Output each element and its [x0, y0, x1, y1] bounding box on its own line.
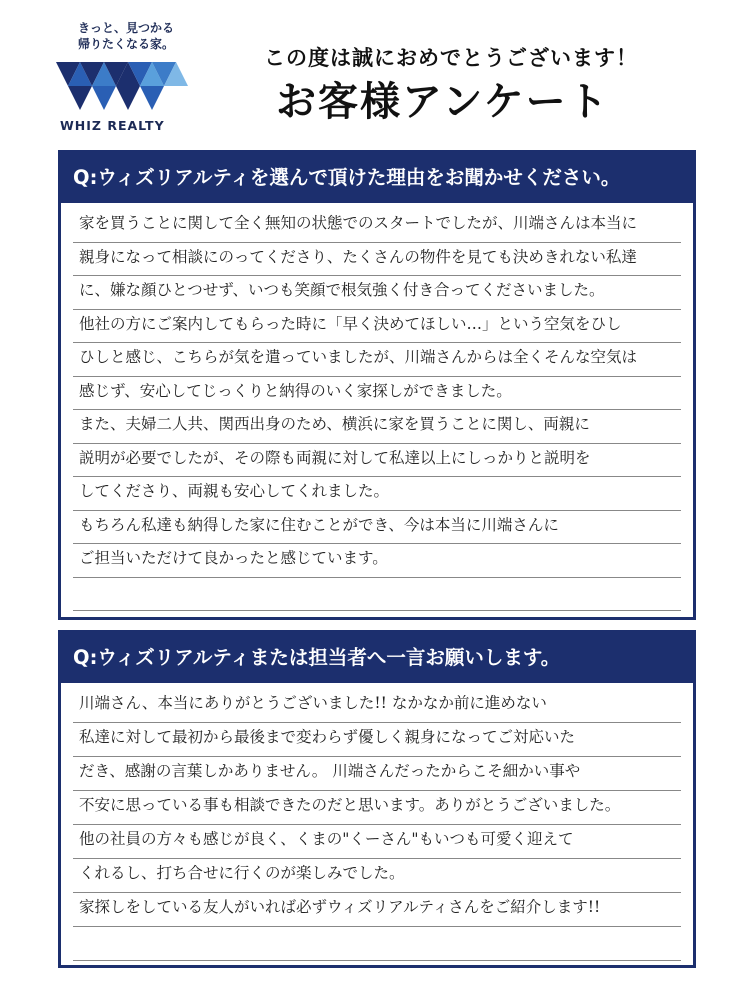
answer-line: 家を買うことに関して全く無知の状態でのスタートでしたが、川端さんは本当に [73, 209, 681, 243]
question-heading: Q:ウィズリアルティまたは担当者へ一言お願いします。 [61, 633, 693, 683]
congrats-heading: この度は誠におめでとうございます！ [264, 46, 638, 70]
answer-line: 家探しをしている友人がいれば必ずウィズリアルティさんをご紹介します!! [73, 893, 681, 927]
question-panel-1 [58, 150, 696, 620]
logo-tagline: きっと、見つかる 帰りたくなる家。 [78, 21, 175, 51]
answer-lines [61, 683, 693, 961]
answer-line: してくださり、両親も安心してくれました。 [73, 477, 681, 511]
answer-line: くれるし、打ち合せに行くのが楽しみでした。 [73, 859, 681, 893]
answer-line [73, 927, 681, 961]
answer-line: もちろん私達も納得した家に住むことができ、今は本当に川端さんに [73, 511, 681, 545]
question-heading: Q:ウィズリアルティを選んで頂けた理由をお聞かせください。 [61, 153, 693, 203]
answer-line: 私達に対して最初から最後まで変わらず優しく親身になってご対応いた [73, 723, 681, 757]
answer-line: 説明が必要でしたが、その際も両親に対して私達以上にしっかりと説明を [73, 444, 681, 478]
answer-line: だき、感謝の言葉しかありません。 川端さんだったからこそ細かい事や [73, 757, 681, 791]
answer-line: に、嫌な顔ひとつせず、いつも笑顔で根気強く付き合ってくださいました。 [73, 276, 681, 310]
survey-title: お客様アンケート [276, 79, 610, 125]
answer-line [73, 578, 681, 612]
answer-line: 川端さん、本当にありがとうございました!! なかなか前に進めない [73, 689, 681, 723]
answer-line: 不安に思っている事も相談できたのだと思います。ありがとうございました。 [73, 791, 681, 825]
brand-name: WHIZ REALTY [60, 118, 165, 133]
answer-line: 感じず、安心してじっくりと納得のいく家探しができました。 [73, 377, 681, 411]
header [0, 0, 750, 140]
answer-lines [61, 203, 693, 611]
question-panel-2 [58, 630, 696, 968]
answer-line: 他の社員の方々も感じが良く、くまの"くーさん"もいつも可愛く迎えて [73, 825, 681, 859]
answer-line: また、夫婦二人共、関西出身のため、横浜に家を買うことに関し、両親に [73, 410, 681, 444]
answer-line: 親身になって相談にのってくださり、たくさんの物件を見ても決めきれない私達 [73, 243, 681, 277]
answer-line: ひしと感じ、こちらが気を遣っていましたが、川端さんからは全くそんな空気は [73, 343, 681, 377]
answer-line: 他社の方にご案内してもらった時に「早く決めてほしい…」という空気をひし [73, 310, 681, 344]
triangle-mark-icon [56, 60, 196, 114]
answer-line: ご担当いただけて良かったと感じています。 [73, 544, 681, 578]
logo [56, 18, 206, 136]
